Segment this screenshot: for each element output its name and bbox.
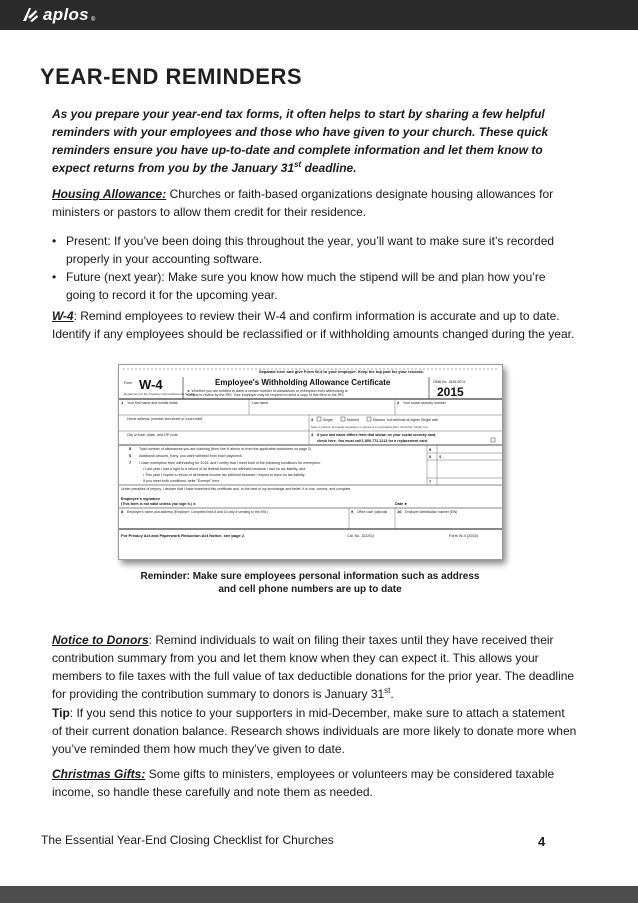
housing-heading: Housing Allowance: [52,187,167,201]
svg-text:City or town, state, and ZIP c: City or town, state, and ZIP code [127,433,178,437]
housing-allowance-paragraph: Housing Allowance: Churches or faith-based organizations designate housing allowances for ministers or pastors to allow them credit for their residence. [52,187,554,219]
svg-text:Separate here and give Form W-: Separate here and give Form W-4 to your employer. Keep the top part for your records. [259,369,424,374]
svg-text:Date ►: Date ► [395,502,409,506]
svg-text:5: 5 [129,446,132,451]
svg-text:For Privacy Act and Paperwork: For Privacy Act and Paperwork Reduction Act Notice, see page 2. [121,533,246,538]
svg-text:Home address (number and stree: Home address (number and street or rural route) [127,417,203,421]
svg-text:8: 8 [121,509,124,514]
svg-text:Last name: Last name [252,401,269,405]
svg-text:• This year I expect a refund: • This year I expect a refund of all federal income tax withheld because I expect to have no tax liability. [143,473,306,477]
form-caption: Reminder: Make sure employees personal information such as address and cell phone numbers are up to date [140,571,480,595]
page-title: YEAR-END REMINDERS [40,64,303,89]
svg-text:I claim exemption from withhol: I claim exemption from withholding for 2015, and I certify that I meet both of the following conditions for exemption. [139,461,321,465]
svg-text:7: 7 [129,460,132,465]
aplos-logo[interactable] [20,5,95,25]
svg-text:Married, but withhold at highe: Married, but withhold at higher Single rate. [373,418,439,422]
svg-text:If you meet both conditions, w: If you meet both conditions, write "Exempt" here [143,479,220,483]
svg-text:► Whether you are entitled to: ► Whether you are entitled to claim a certain number of allowances or exemption from withholding is [187,389,348,393]
aplos-logo-icon [20,5,40,25]
page-number: 4 [538,834,546,849]
svg-text:Form W-4 (2015): Form W-4 (2015) [449,534,478,538]
svg-text:6: 6 [129,453,132,458]
svg-text:3: 3 [311,417,314,422]
svg-text:Total number of allowances you: Total number of allowances you are claiming (from line H above or from the applicable worksheet on page 2) [139,447,312,451]
svg-text:Your first name and middle ini: Your first name and middle initial [127,401,178,405]
svg-text:Employer's name and address (E: Employer's name and address (Employer: Complete lines 8 and 10 only if sending to the IRS.) [127,510,269,514]
intro-paragraph: As you prepare your year-end tax forms, it often helps to start by sharing a few helpful reminders with your employees and those who have given to your church. These quick reminders ensure you have up-to-date and complete information and let them know to expect returns from you by the January 31st deadline. [52,107,549,175]
svg-text:Form: Form [124,381,133,385]
registered-mark: ® [90,16,96,23]
svg-text:If your last name differs from: If your last name differs from that shown on your social security card, [317,433,437,437]
w4-heading: W-4 [52,309,74,323]
svg-text:1: 1 [121,400,124,405]
housing-bullet-list [52,232,577,304]
svg-text:Office code (optional): Office code (optional) [357,510,388,514]
svg-text:W-4: W-4 [139,377,163,392]
svg-text:Married: Married [347,418,359,422]
svg-text:2: 2 [397,400,400,405]
svg-text:• Last year I had a right to a: • Last year I had a right to a refund of all federal income tax withheld because I had no tax liability, and [143,467,306,471]
svg-text:10: 10 [397,509,402,514]
christmas-gifts-paragraph: Christmas Gifts: Some gifts to ministers, employees or volunteers may be considered taxable income, so handle these carefully and note them as needed. [52,767,555,799]
svg-text:4: 4 [311,432,314,437]
tip-paragraph: Tip: If you send this notice to your supporters in mid-December, make sure to attach a statement of their current donation balance. Research shows individuals are more likely to donate more when you’ve reminded them how much they’ve given to date. [52,706,577,756]
list-item: • Present: If you’ve been doing this throughout the year, you’ll want to make sure it’s recorded properly in your accounting software. [52,234,555,266]
w4-form-graphic [119,365,502,559]
w4-form-image [118,364,503,560]
svg-text:5: 5 [429,447,432,452]
w4-paragraph: W-4: Remind employees to review their W-4 and confirm information is accurate and up to date. Identify if any employees should be reclassified or if withholding amounts changed during the year. [52,309,575,341]
svg-text:Additional amount, if any, you: Additional amount, if any, you want withheld from each paycheck [139,454,242,458]
footer-title: The Essential Year-End Closing Checklist for Churches [41,833,334,847]
svg-text:2015: 2015 [437,385,464,399]
svg-text:Single: Single [323,418,333,422]
gifts-heading: Christmas Gifts: [52,767,146,781]
svg-text:Employee's signature: Employee's signature [121,497,161,501]
svg-text:Employer identification number: Employer identification number (EIN) [405,510,458,514]
svg-text:(This form is not valid unless: (This form is not valid unless you sign it.) ► [121,502,197,506]
svg-text:Department of the Treasury Int: Department of the Treasury Internal Revenue Service [124,392,196,396]
bottom-bar [0,886,638,903]
svg-text:Your social security number: Your social security number [403,401,446,405]
svg-text:check here. You must call 1-80: check here. You must call 1-800-772-1213 for a replacement card. [317,439,428,443]
donors-paragraph: Notice to Donors: Remind individuals to wait on filing their taxes until they have received their contribution summary from you and let them know when they can expect it. This allows your members to file taxes with the full value of tax deductible donations for the prior year. The deadline for providing the contribution summary to donors is January 31st. [52,633,575,701]
svg-text:7: 7 [429,479,432,484]
svg-text:subject to review by the IRS.: subject to review by the IRS. Your employer may be required to send a copy of this form to the IRS. [187,393,345,397]
svg-text:OMB No. 1545-0074: OMB No. 1545-0074 [433,380,466,384]
list-item: • Future (next year): Make sure you know how much the stipend will be and plan how you’re going to record it for the upcoming year. [52,270,546,302]
svg-text:Cat. No. 10220Q: Cat. No. 10220Q [347,534,374,538]
svg-text:6: 6 [429,454,432,459]
brand-name: aplos [43,5,89,24]
svg-text:9: 9 [351,509,354,514]
svg-text:Under penalties of perjury, I: Under penalties of perjury, I declare that I have examined this certificate and, to the best of my knowledge and belief, it is true, correct, and complete. [121,487,352,491]
tip-heading: Tip [52,706,70,720]
svg-text:$: $ [439,454,442,459]
svg-text:Employee's Withholding Allowan: Employee's Withholding Allowance Certificate [215,378,391,387]
top-bar [0,0,638,30]
donors-heading: Notice to Donors [52,633,149,647]
svg-text:Note. If married, but legally: Note. If married, but legally separated, or spouse is a nonresident alien, check the "Single" box. [311,425,429,429]
